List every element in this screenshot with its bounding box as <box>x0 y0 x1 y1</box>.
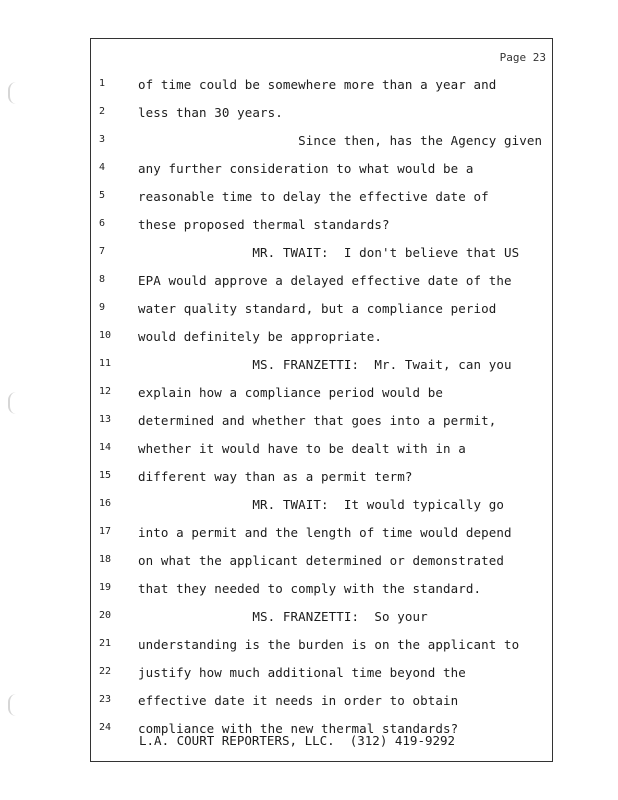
line-text: whether it would have to be dealt with in a <box>138 441 466 456</box>
transcript-line <box>91 274 554 302</box>
line-text: Since then, has the Agency given <box>138 133 543 148</box>
transcript-line <box>91 162 554 190</box>
line-number: 10 <box>99 330 112 341</box>
transcript-line <box>91 610 554 638</box>
binder-hole-mark <box>8 392 24 414</box>
line-text: determined and whether that goes into a permit, <box>138 413 497 428</box>
line-number: 20 <box>99 610 112 621</box>
line-number: 4 <box>99 162 106 173</box>
transcript-line <box>91 190 554 218</box>
line-text: MR. TWAIT: It would typically go <box>138 497 505 512</box>
transcript-line <box>91 470 554 498</box>
line-number: 7 <box>99 246 106 257</box>
line-text: these proposed thermal standards? <box>138 217 390 232</box>
line-number: 11 <box>99 358 112 369</box>
line-text: effective date it needs in order to obtain <box>138 693 459 708</box>
line-number: 3 <box>99 134 106 145</box>
line-text: that they needed to comply with the standard. <box>138 581 482 596</box>
binder-hole-mark <box>8 694 24 716</box>
line-text: explain how a compliance period would be <box>138 385 444 400</box>
line-number: 1 <box>99 78 106 89</box>
transcript-line <box>91 694 554 722</box>
line-number: 18 <box>99 554 112 565</box>
line-number: 15 <box>99 470 112 481</box>
transcript-line <box>91 582 554 610</box>
line-text: MS. FRANZETTI: So your <box>138 609 428 624</box>
line-number: 8 <box>99 274 106 285</box>
line-text: justify how much additional time beyond the <box>138 665 466 680</box>
line-number: 19 <box>99 582 112 593</box>
transcript-line <box>91 246 554 274</box>
line-number: 2 <box>99 106 106 117</box>
transcript-line <box>91 78 554 106</box>
transcript-line <box>91 386 554 414</box>
line-number: 21 <box>99 638 112 649</box>
line-number: 16 <box>99 498 112 509</box>
line-text: MR. TWAIT: I don't believe that US <box>138 245 520 260</box>
transcript-line <box>91 666 554 694</box>
line-text: reasonable time to delay the effective date of <box>138 189 489 204</box>
line-number: 24 <box>99 722 112 733</box>
line-number: 22 <box>99 666 112 677</box>
line-text: different way than as a permit term? <box>138 469 413 484</box>
line-number: 9 <box>99 302 106 313</box>
line-number: 6 <box>99 218 106 229</box>
line-number: 23 <box>99 694 112 705</box>
transcript-line <box>91 330 554 358</box>
line-text: water quality standard, but a compliance period <box>138 301 497 316</box>
transcript-line <box>91 218 554 246</box>
transcript-line <box>91 442 554 470</box>
transcript-line <box>91 554 554 582</box>
line-text: compliance with the new thermal standards? <box>138 721 459 736</box>
line-number: 13 <box>99 414 112 425</box>
transcript-line <box>91 526 554 554</box>
transcript-line <box>91 358 554 386</box>
binder-hole-mark <box>8 82 24 104</box>
transcript-line <box>91 302 554 330</box>
transcript-line <box>91 498 554 526</box>
transcript-page <box>90 38 553 762</box>
line-text: any further consideration to what would be a <box>138 161 474 176</box>
transcript-line <box>91 134 554 162</box>
transcript-line <box>91 106 554 134</box>
line-number: 14 <box>99 442 112 453</box>
footer-court-reporter: L.A. COURT REPORTERS, LLC. (312) 419-9292 <box>139 733 456 748</box>
line-text: of time could be somewhere more than a year and <box>138 77 497 92</box>
line-text: on what the applicant determined or demonstrated <box>138 553 505 568</box>
transcript-line <box>91 638 554 666</box>
line-text: would definitely be appropriate. <box>138 329 383 344</box>
line-number: 5 <box>99 190 106 201</box>
line-number: 12 <box>99 386 112 397</box>
page-number: Page 23 <box>499 51 546 64</box>
line-text: understanding is the burden is on the applicant to <box>138 637 520 652</box>
line-number: 17 <box>99 526 112 537</box>
line-text: MS. FRANZETTI: Mr. Twait, can you <box>138 357 512 372</box>
transcript-line <box>91 414 554 442</box>
line-text: EPA would approve a delayed effective date of the <box>138 273 512 288</box>
line-text: into a permit and the length of time would depend <box>138 525 512 540</box>
line-text: less than 30 years. <box>138 105 283 120</box>
